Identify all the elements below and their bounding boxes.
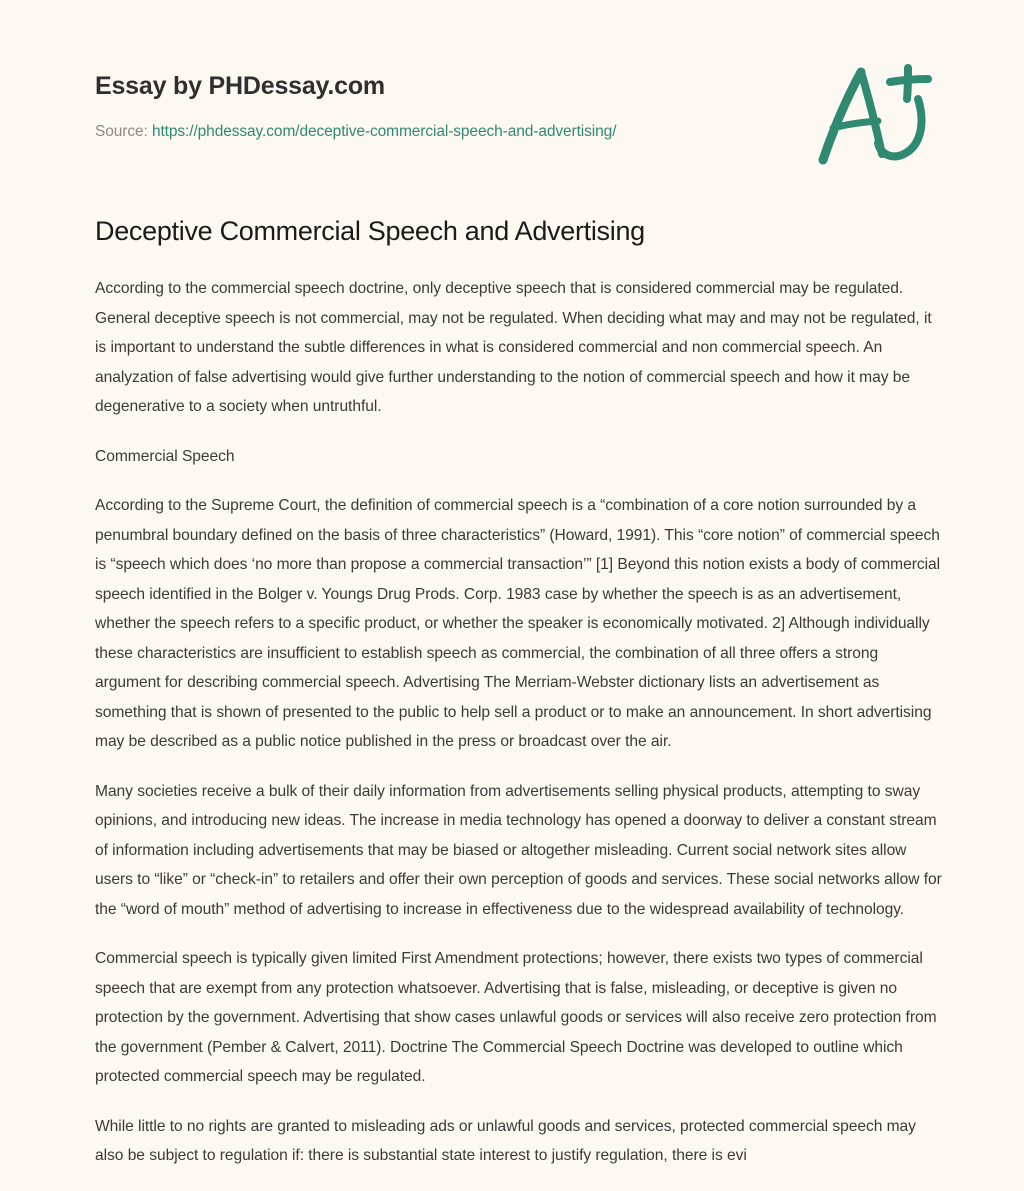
source-url-link[interactable]: https://phdessay.com/deceptive-commercial-speech-and-advertising/ <box>151 123 617 140</box>
paragraph-protections: Commercial speech is typically given limited First Amendment protections; however, there exists two types of commercial speech that are exempt from any protection whatsoever. Advertising that is false, misleading, or deceptive is given no protection by the government. Advertising that show cases unlawful goods or services will also receive zero protection from the government (Pember & Calvert, 2011). Doctrine The Commercial Speech Doctrine was developed to outline which protected commercial speech may be regulated. <box>95 950 937 1086</box>
section-heading-commercial-speech: Commercial Speech <box>95 447 235 465</box>
paragraph-regulation-truncated: While little to no rights are granted to misleading ads or unlawful goods and services, protected commercial speech may also be subject to regulation if: there is substantial state interest to justify regulation, there is evi <box>95 1117 916 1165</box>
brand-title: Essay by PHDessay.com <box>95 72 385 100</box>
paragraph-societies: Many societies receive a bulk of their daily information from advertisements selling physical products, attempting to sway opinions, and introducing new ideas. The increase in media technology has opened a doorway to deliver a constant stream of information including advertisements that may be biased or altogether misleading. Current social network sites allow users to “like” or “check-in” to retailers and offer their own perception of goods and services. These social networks allow for the “word of mouth” method of advertising to increase in effectiveness due to the widespread availability of technology. <box>95 782 942 918</box>
a-plus-logo-svg <box>812 55 942 165</box>
page-header <box>0 0 1024 200</box>
page-title: Deceptive Commercial Speech and Advertising <box>95 216 645 246</box>
article-body <box>95 215 947 1191</box>
source-line <box>95 123 616 141</box>
paragraph-definition: According to the Supreme Court, the definition of commercial speech is a “combination of a core notion surrounded by a penumbral boundary defined on the basis of three characteristics” (Howard, 1991). This “core notion” of commercial speech is “speech which does ‘no more than propose a commercial transaction’” [1] Beyond this notion exists a body of commercial speech identified in the Bolger v. Youngs Drug Prods. Corp. 1983 case by whether the speech is as an advertisement, whether the speech refers to a specific product, or whether the speaker is economically motivated. 2] Although individually these characteristics are insufficient to establish speech as commercial, the combination of all three offers a strong argument for describing commercial speech. Advertising The Merriam-Webster dictionary lists an advertisement as something that is shown of presented to the public to help sell a product or to make an announcement. In short advertising may be described as a public notice published in the press or broadcast over the air. <box>95 497 941 751</box>
a-plus-logo-icon <box>812 55 942 165</box>
source-label: Source: <box>95 123 148 140</box>
paragraph-intro: According to the commercial speech doctrine, only deceptive speech that is considered commercial may be regulated. General deceptive speech is not commercial, may not be regulated. When deciding what may and may not be regulated, it is important to understand the subtle differences in what is considered commercial and non commercial speech. An analyzation of false advertising would give further understanding to the notion of commercial speech and how it may be degenerative to a society when untruthful. <box>95 280 932 416</box>
